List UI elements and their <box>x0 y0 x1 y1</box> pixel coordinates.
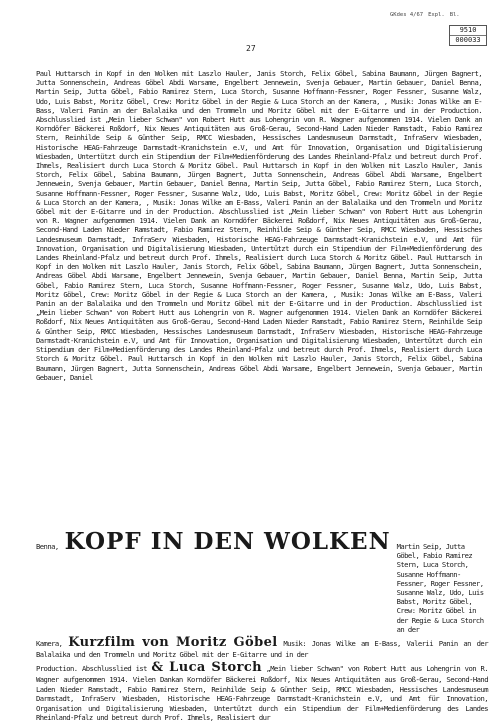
title-side-text: Martin Seip, Jutta Göbel, Fabio Ramirez Stern, Luca Storch, Susanne Hoffmann-Fessner, Roger Fessner, Susanne Walz, Udo, Luis Babst, Moritz Göbel, Crew: Moritz Göbel in der Regie & Luca Storch an der <box>396 542 484 634</box>
music-credits: Musik: Jonas Wilke am E-Bass, Valerii Panin an der Balalaika und den Trommeln und Moritz Göbel mit der E-Gitarre und in der <box>36 639 488 660</box>
closing-text: „Mein lieber Schwan" von Robert Hutt aus Lohengrin von R. Wagner aufgenommen 1914. Vielen Dankan Korndöfer Bäckerei Roßdorf, Nix Neues Antiquitäten aus Groß-Gerau, Second-Hand Laden Nieder Ramstadt, Fabio Ramirez Stern, Reinhilde Seip & Günther Seip, RMCC Wiesbaden, Hessisches Landesmuseum Darmstadt, InfraServ Wiesbaden, Historische HEAG-Fahrzeuge Darmstadt-Kranichstein e.V, und Amt für Innovation, Organisation und Digitalisierung Wiesbaden, Untertützt durch ein Stipendium der Film+Medienförderung des Landes Rheinland-Pfalz und betreut durch Prof. Ihmels, Realisiert dur <box>36 664 489 722</box>
film-title: KOPF IN DEN WOLKEN <box>64 528 391 555</box>
credit-name: & Luca Storch <box>151 660 263 676</box>
title-prefix: Benna, <box>36 542 59 551</box>
archive-ref-code: GKdes 4/67 <box>390 12 424 18</box>
production-prefix: Production. Abschlusslied ist <box>36 664 147 674</box>
subtitle-line <box>36 636 488 659</box>
stamp-top-number: 9510 <box>450 26 486 36</box>
stamp-bottom-number: 000033 <box>455 36 481 44</box>
kamera-prefix: Kamera, <box>36 639 63 649</box>
page-number: 27 <box>246 44 256 53</box>
title-row <box>36 530 488 634</box>
archive-stamp <box>449 25 487 46</box>
title-block <box>36 530 488 722</box>
closing-paragraph <box>36 661 488 722</box>
body-text: Paul Huttarsch in Kopf in den Wolken mit Laszlo Hauler, Janis Storch, Felix Göbel, Sabina Baumann, Jürgen Bagnert, Jutta Sonnenschein, Andreas Göbel Abdi Warsame, Engelbert Jennewein, Svenja Gebauer, Martin Gebauer, Daniel Benna, Martin Seip, Jutta Göbel, Fabio Ramirez Stern, Luca Storch, Susanne Hoffmann-Fessner, Roger Fessner, Susanne Walz, Udo, Luis Babst, Moritz Göbel, Crew: Moritz Göbel in der Regie & Luca Storch an der Kamera, , Musik: Jonas Wilke am E-Bass, Valeri Panin an der Balalaika und den Trommeln und Moritz Göbel mit der E-Gitarre und in der Production. Abschlusslied ist „Mein lieber Schwan" von Robert Hutt aus Lohengrin von R. Wagner aufgenommen 1914. Vielen Dank an Korndöfer Bäckerei Roßdorf, Nix Neues Antiquitäten aus Groß-Gerau, Second-Hand Laden Nieder Ramstadt, Fabio Ramirez Stern, Reinhilde Seip & Günther Seip, RMCC Wiesbaden, Hessisches Landesmuseum Darmstadt, InfraServ Wiesbaden, Historische HEAG-Fahrzeuge Darmstadt-Kranichstein e.V, und Amt für Innovation, Organisation und Digitalisierung Wiesbaden, Untertützt durch ein Stipendium der Film+Medienförderung des Landes Rheinland-Pfalz und betreut durch Prof. Ihmels, Realisiert durch Luca Storch & Moritz Göbel. Paul Huttarsch in Kopf in den Wolken mit Laszlo Hauler, Janis Storch, Felix Göbel, Sabina Baumann, Jürgen Bagnert, Jutta Sonnenschein, Andreas Göbel Abdi Warsame, Engelbert Jennewein, Svenja Gebauer, Martin Gebauer, Daniel Benna, Martin Seip, Jutta Göbel, Fabio Ramirez Stern, Luca Storch, Susanne Hoffmann-Fessner, Roger Fessner, Susanne Walz, Udo, Luis Babst, Moritz Göbel, Crew: Moritz Göbel in der Regie & Luca Storch an der Kamera, , Musik: Jonas Wilke am E-Bass, Valeri Panin an der Balalaika und den Trommeln und Moritz Göbel mit der E-Gitarre und in der Production. Abschlusslied ist „Mein lieber Schwan" von Robert Hutt aus Lohengrin von R. Wagner aufgenommen 1914. Vielen Dank an Korndöfer Bäckerei Roßdorf, Nix Neues Antiquitäten aus Groß-Gerau, Second-Hand Laden Nieder Ramstadt, Fabio Ramirez Stern, Reinhilde Seip & Günther Seip, RMCC Wiesbaden, Hessisches Landesmuseum Darmstadt, InfraServ Wiesbaden, Historische HEAG-Fahrzeuge Darmstadt-Kranichstein e.V, und Amt für Innovation, Organisation und Digitalisierung Wiesbaden, Untertützt durch ein Stipendium der Film+Medienförderung des Landes Rheinland-Pfalz und betreut durch Prof. Ihmels, Realisiert durch Luca Storch & Moritz Göbel. Paul Huttarsch in Kopf in den Wolken mit Laszlo Hauler, Janis Storch, Felix Göbel, Sabina Baumann, Jürgen Bagnert, Jutta Sonnenschein, Andreas Göbel Abdi Warsame, Engelbert Jennewein, Svenja Gebauer, Martin Gebauer, Daniel Benna, Martin Seip, Jutta Göbel, Fabio Ramirez Stern, Luca Storch, Susanne Hoffmann-Fessner, Roger Fessner, Susanne Walz, Udo, Luis Babst, Moritz Göbel, Crew: Moritz Göbel in der Regie & Luca Storch an der Kamera, , Musik: Jonas Wilke am E-Bass, Valeri Panin an der Balalaika und den Trommeln und Moritz Göbel mit der E-Gitarre und in der Production. Abschlusslied ist „Mein lieber Schwan" von Robert Hutt aus Lohengrin von R. Wagner aufgenommen 1914. Vielen Dank an Korndöfer Bäckerei Roßdorf, Nix Neues Antiquitäten aus Groß-Gerau, Second-Hand Laden Nieder Ramstadt, Fabio Ramirez Stern, Reinhilde Seip & Günther Seip, RMCC Wiesbaden, Hessisches Landesmuseum Darmstadt, InfraServ Wiesbaden, Historische HEAG-Fahrzeuge Darmstadt-Kranichstein e.V, und Amt für Innovation, Organisation und Digitalisierung Wiesbaden, Untertützt durch ein Stipendium der Film+Medienförderung des Landes Rheinland-Pfalz und betreut durch Prof. Ihmels, Realisiert durch Luca Storch & Moritz Göbel. Paul Huttarsch in Kopf in den Wolken mit Laszlo Hauler, Janis Storch, Felix Göbel, Sabina Baumann, Jürgen Bagnert, Jutta Sonnenschein, Andreas Göbel Abdi Warsame, Engelbert Jennewein, Svenja Gebauer, Martin Gebauer, Daniel <box>36 69 482 382</box>
film-subtitle: Kurzfilm von Moritz Göbel <box>68 635 278 651</box>
archive-reference <box>390 12 498 18</box>
archive-ref-copy: Expl. <box>428 12 445 18</box>
archive-ref-sheet: Bl. <box>449 12 460 18</box>
